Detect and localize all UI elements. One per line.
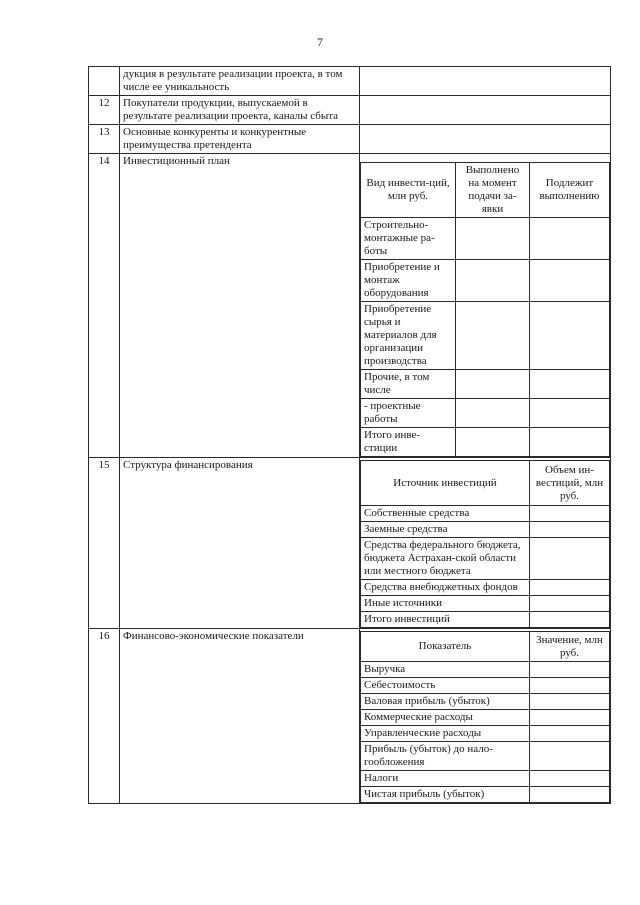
financing-source-label: Средства федерального бюджета, бюджета Астрахан-ской области или местного бюджета	[361, 538, 530, 580]
financing-structure-cell	[360, 458, 611, 629]
investment-plan-cell	[360, 154, 611, 458]
investment-plan-header-row	[361, 163, 610, 218]
investment-item-label: - проектные работы	[361, 399, 456, 428]
table-row	[361, 428, 610, 457]
header-indicator: Показатель	[361, 632, 530, 662]
table-row	[361, 399, 610, 428]
indicator-value-cell[interactable]	[530, 694, 610, 710]
row-16-number: 16	[89, 629, 120, 804]
table-row	[361, 742, 610, 771]
table-row	[361, 522, 610, 538]
table-row	[361, 538, 610, 580]
row-12-answer-cell[interactable]	[360, 96, 611, 125]
indicator-label: Себестоимость	[361, 678, 530, 694]
financing-source-label: Заемные средства	[361, 522, 530, 538]
row-14-label: Инвестиционный план	[120, 154, 360, 458]
table-row	[361, 218, 610, 260]
investment-item-label: Прочие, в том числе	[361, 370, 456, 399]
table-row	[361, 506, 610, 522]
completed-value-cell[interactable]	[456, 399, 530, 428]
table-row	[361, 302, 610, 370]
table-row	[361, 260, 610, 302]
table-row-16	[89, 629, 611, 804]
planned-value-cell[interactable]	[530, 218, 610, 260]
row-number-cell	[89, 67, 120, 96]
page-number: 7	[317, 35, 323, 49]
indicator-value-cell[interactable]	[530, 787, 610, 803]
completed-value-cell[interactable]	[456, 428, 530, 457]
planned-value-cell[interactable]	[530, 302, 610, 370]
indicator-value-cell[interactable]	[530, 662, 610, 678]
row-13-label: Основные конкуренты и конкурентные преимущества претендента	[120, 125, 360, 154]
investment-item-label: Итого инве-стиции	[361, 428, 456, 457]
table-row	[361, 726, 610, 742]
investment-item-label: Приобретение и монтаж оборудования	[361, 260, 456, 302]
planned-value-cell[interactable]	[530, 399, 610, 428]
table-row-13	[89, 125, 611, 154]
row-15-label: Структура финансирования	[120, 458, 360, 629]
application-form-table	[88, 66, 611, 804]
table-row	[361, 596, 610, 612]
row-11-answer-cell[interactable]	[360, 67, 611, 96]
header-investment-volume: Объем ин-вестиций, млн руб.	[530, 461, 610, 506]
table-row-12	[89, 96, 611, 125]
financial-indicators-table	[360, 631, 610, 803]
financing-structure-table	[360, 460, 610, 628]
planned-value-cell[interactable]	[530, 260, 610, 302]
financing-value-cell[interactable]	[530, 538, 610, 580]
investment-plan-table	[360, 162, 610, 457]
completed-value-cell[interactable]	[456, 260, 530, 302]
indicator-value-cell[interactable]	[530, 710, 610, 726]
completed-value-cell[interactable]	[456, 302, 530, 370]
investment-item-label: Строительно-монтажные ра-боты	[361, 218, 456, 260]
financing-value-cell[interactable]	[530, 596, 610, 612]
financing-header-row	[361, 461, 610, 506]
indicators-header-row	[361, 632, 610, 662]
indicator-label: Управленческие расходы	[361, 726, 530, 742]
row-14-number: 14	[89, 154, 120, 458]
indicator-label: Прибыль (убыток) до нало-гообложения	[361, 742, 530, 771]
planned-value-cell[interactable]	[530, 428, 610, 457]
row-16-label: Финансово-экономические показатели	[120, 629, 360, 804]
table-row	[361, 662, 610, 678]
indicator-label: Выручка	[361, 662, 530, 678]
table-row	[361, 787, 610, 803]
financing-value-cell[interactable]	[530, 612, 610, 628]
financing-source-label: Средства внебюджетных фондов	[361, 580, 530, 596]
indicator-value-cell[interactable]	[530, 678, 610, 694]
header-completed: Выполнено на момент подачи за-явки	[456, 163, 530, 218]
table-row	[361, 612, 610, 628]
table-row	[361, 771, 610, 787]
indicator-label: Налоги	[361, 771, 530, 787]
table-row	[361, 370, 610, 399]
indicator-value-cell[interactable]	[530, 771, 610, 787]
row-12-label: Покупатели продукции, выпускаемой в результате реализации проекта, каналы сбыта	[120, 96, 360, 125]
table-row-15	[89, 458, 611, 629]
row-11-label: дукция в результате реализации проекта, в том числе ее уникальность	[120, 67, 360, 96]
completed-value-cell[interactable]	[456, 370, 530, 399]
table-row	[361, 678, 610, 694]
row-12-number: 12	[89, 96, 120, 125]
financing-value-cell[interactable]	[530, 580, 610, 596]
header-value: Значение, млн руб.	[530, 632, 610, 662]
financing-value-cell[interactable]	[530, 506, 610, 522]
completed-value-cell[interactable]	[456, 218, 530, 260]
row-15-number: 15	[89, 458, 120, 629]
financing-source-label: Собственные средства	[361, 506, 530, 522]
indicator-label: Чистая прибыль (убыток)	[361, 787, 530, 803]
planned-value-cell[interactable]	[530, 370, 610, 399]
indicator-value-cell[interactable]	[530, 742, 610, 771]
table-row	[361, 580, 610, 596]
row-13-number: 13	[89, 125, 120, 154]
financial-indicators-cell	[360, 629, 611, 804]
indicator-label: Валовая прибыль (убыток)	[361, 694, 530, 710]
financing-source-label: Итого инвестиций	[361, 612, 530, 628]
header-investment-type: Вид инвести-ций, млн руб.	[361, 163, 456, 218]
indicator-label: Коммерческие расходы	[361, 710, 530, 726]
financing-source-label: Иные источники	[361, 596, 530, 612]
header-to-be-completed: Подлежит выполнению	[530, 163, 610, 218]
financing-value-cell[interactable]	[530, 522, 610, 538]
table-row	[361, 694, 610, 710]
investment-item-label: Приобретение сырья и материалов для организации производства	[361, 302, 456, 370]
table-row	[361, 710, 610, 726]
indicator-value-cell[interactable]	[530, 726, 610, 742]
row-13-answer-cell[interactable]	[360, 125, 611, 154]
table-row-14	[89, 154, 611, 458]
header-investment-source: Источник инвестиций	[361, 461, 530, 506]
table-row-11-continued	[89, 67, 611, 96]
